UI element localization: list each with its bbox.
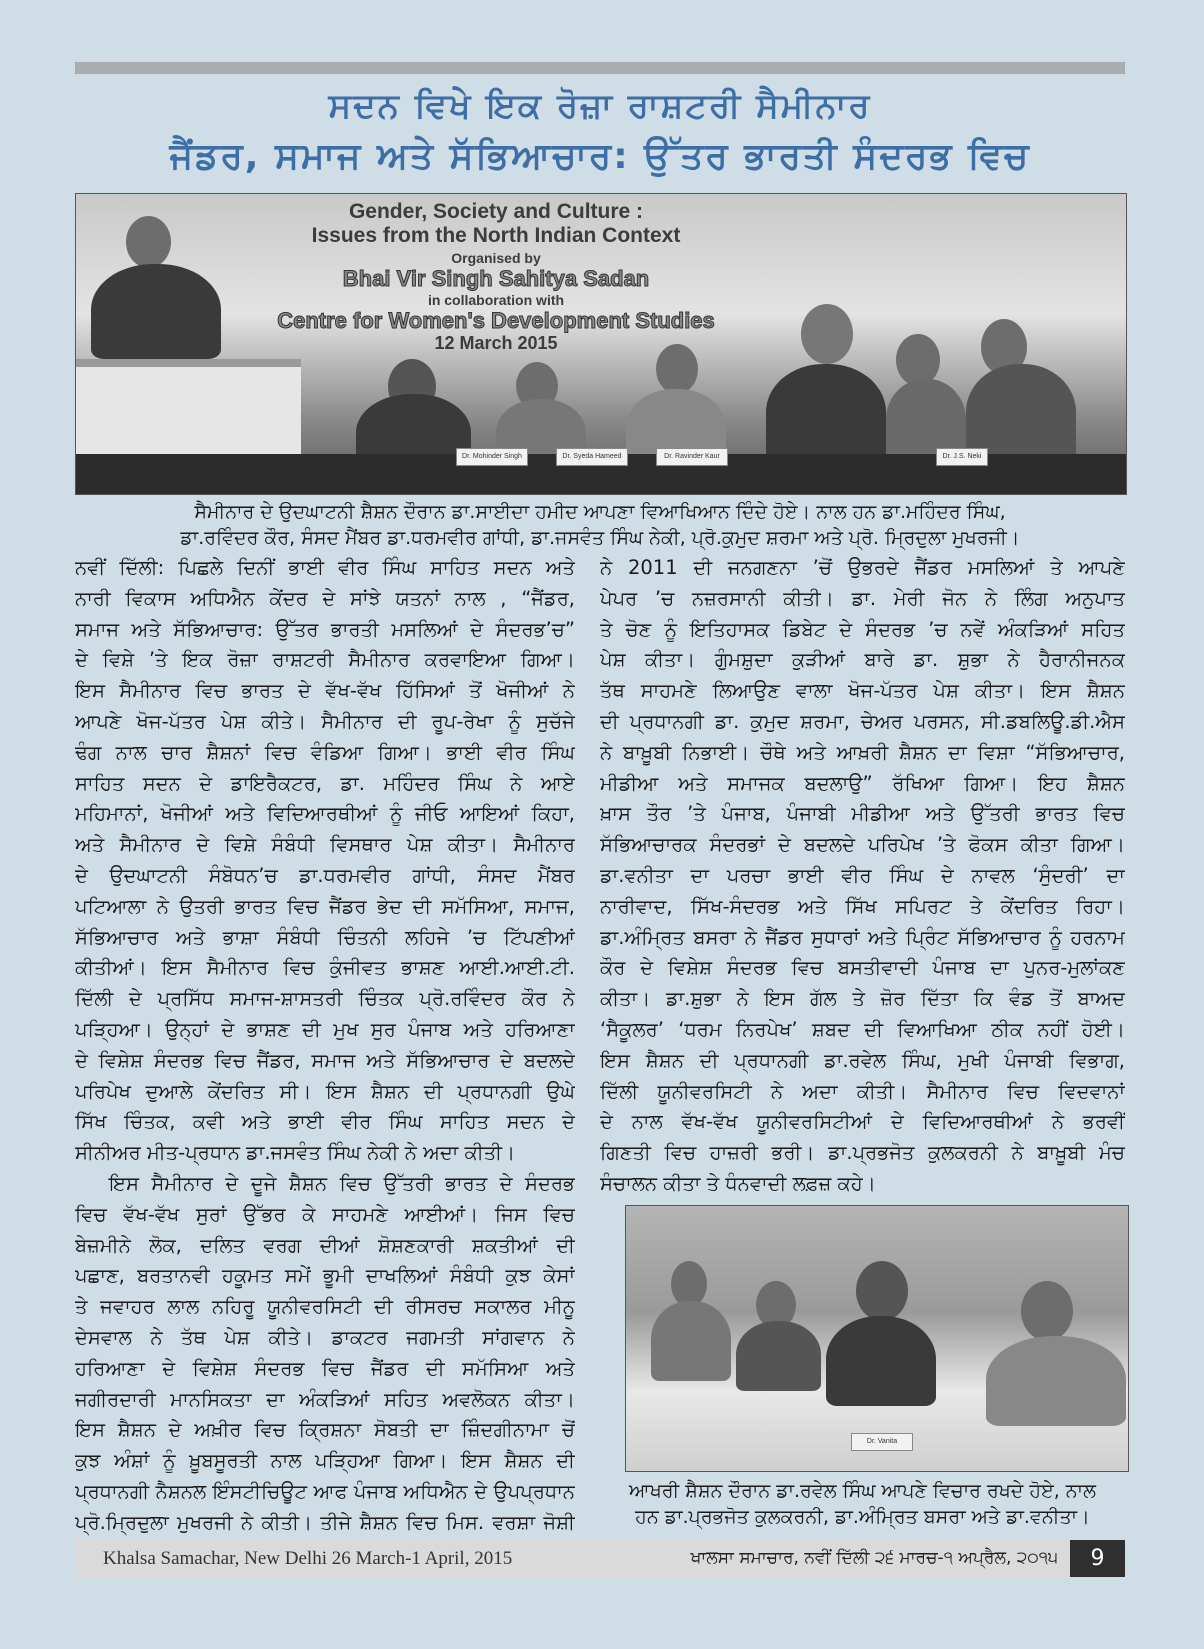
article-line: ਢੰਗ ਨਾਲ ਚਾਰ ਸ਼ੈਸ਼ਨਾਂ ਵਿਚ ਵੰਡਿਆ ਗਿਆ। ਭਾਈ ਵੀਰ ਸਿੰਘ (75, 740, 575, 764)
panelist-head (801, 304, 853, 364)
caption-line: ਸੈਮੀਨਾਰ ਦੇ ਉਦਘਾਟਨੀ ਸ਼ੈਸ਼ਨ ਦੌਰਾਨ ਡਾ.ਸਾਈਦਾ ਹਮੀਦ ਆਪਣਾ ਵਿਆਖਿਆਨ ਦਿੰਦੇ ਹੋਏ। ਨਾਲ ਹਨ ਡਾ.ਮਹਿੰਦਰ ਸਿੰਘ, (194, 501, 1006, 523)
article-line: ‘ਸੈਕੂਲਰ’ ‘ਧਰਮ ਨਿਰਪੇਖ’ ਸ਼ਬਦ ਦੀ ਵਿਆਖਿਆ ਠੀਕ ਨਹੀਂ ਹੋਈ। (600, 1017, 1125, 1041)
article-line: ਦੇ ਉਦਘਾਟਨੀ ਸੰਬੋਧਨ’ਚ ਡਾ.ਧਰਮਵੀਰ ਗਾਂਧੀ, ਸੰਸਦ ਮੈਂਬਰ (75, 863, 575, 887)
final-session-photo (625, 1205, 1129, 1472)
article-line: ਸੰਚਾਲਨ ਕੀਤਾ ਤੇ ਧੰਨਵਾਦੀ ਲਫ਼ਜ਼ ਕਹੇ। (600, 1171, 876, 1195)
article-line: ਪ੍ਰੋ.ਮ੍ਰਿਦੁਲਾ ਮੁਖਰਜੀ ਨੇ ਕੀਤੀ। ਤੀਜੇ ਸ਼ੈਸ਼ਨ ਵਿਚ ਮਿਸ. ਵਰਸ਼ਾ ਜੋਸ਼ੀ (75, 1510, 575, 1534)
article-line: ਨੇ ਬਾਖ਼ੂਬੀ ਨਿਭਾਈ। ਚੌਥੇ ਅਤੇ ਆਖ਼ਰੀ ਸ਼ੈਸ਼ਨ ਦਾ ਵਿਸ਼ਾ “ਸੱਭਿਆਚਾਰ, (600, 740, 1125, 764)
article-line: ਕੌਰ ਦੇ ਵਿਸ਼ੇਸ਼ ਸੰਦਰਭ ਵਿਚ ਬਸਤੀਵਾਦੀ ਪੰਜਾਬ ਦਾ ਪੁਨਰ-ਮੁਲਾਂਕਣ (600, 956, 1125, 980)
banner-date: 12 March 2015 (434, 333, 558, 354)
article-line: ਪੇਪਰ ’ਚ ਨਜ਼ਰਸਾਨੀ ਕੀਤੀ। ਡਾ. ਮੇਰੀ ਜੋਨ ਨੇ ਲਿੰਗ ਅਨੁਪਾਤ (600, 586, 1125, 610)
article-line: ਅਤੇ ਸੈਮੀਨਾਰ ਦੇ ਵਿਸ਼ੇ ਸੰਬੰਧੀ ਵਿਸਥਾਰ ਪੇਸ਼ ਕੀਤਾ। ਸੈਮੀਨਾਰ (75, 833, 575, 857)
article-right-column (600, 553, 1125, 1200)
article-line: ਕੀਤਾ। ਡਾ.ਸ਼ੁਭਾ ਨੇ ਇਸ ਗੱਲ ਤੇ ਜ਼ੋਰ ਦਿੱਤਾ ਕਿ ਵੰਡ ਤੋਂ ਬਾਅਦ (600, 987, 1125, 1011)
headline-line-1: ਸਦਨ ਵਿਖੇ ਇਕ ਰੋਜ਼ਾ ਰਾਸ਼ਟਰੀ ਸੈਮੀਨਾਰ (328, 86, 872, 126)
caption-line: ਆਖਰੀ ਸ਼ੈਸ਼ਨ ਦੌਰਾਨ ਡਾ.ਰਵੇਲ ਸਿੰਘ ਆਪਣੇ ਵਿਚਾਰ ਰਖਦੇ ਹੋਏ, ਨਾਲ (629, 1480, 1096, 1502)
article-line: ਕੁਝ ਅੰਸ਼ਾਂ ਨੂੰ ਖ਼ੂਬਸੂਰਤੀ ਨਾਲ ਪੜ੍ਹਿਆ ਗਿਆ। ਇਸ ਸ਼ੈਸ਼ਨ ਦੀ (75, 1449, 575, 1473)
caption-line: ਡਾ.ਰਵਿੰਦਰ ਕੌਰ, ਸੰਸਦ ਮੈਂਬਰ ਡਾ.ਧਰਮਵੀਰ ਗਾਂਧੀ, ਡਾ.ਜਸਵੰਤ ਸਿੰਘ ਨੇਕੀ, ਪ੍ਰੋ.ਕੁਮੁਦ ਸ਼ਰਮਾ ਅਤੇ ਪ੍ਰੋ. ਮ੍ਰਿਦੁਲਾ ਮੁਖਰਜੀ। (180, 527, 1020, 549)
article-line: ਪੇਸ਼ ਕੀਤਾ। ਗੁੰਮਸ਼ੁਦਾ ਕੁੜੀਆਂ ਬਾਰੇ ਡਾ. ਸ਼ੁਭਾ ਨੇ ਹੈਰਾਨੀਜਨਕ (600, 648, 1125, 672)
article-line: ਇਸ ਸੈਮੀਨਾਰ ਵਿਚ ਭਾਰਤ ਦੇ ਵੱਖ-ਵੱਖ ਹਿੱਸਿਆਂ ਤੋਂ ਖੋਜੀਆਂ ਨੇ (75, 679, 575, 703)
article-line: ਸੱਭਿਆਚਾਰ ਅਤੇ ਭਾਸ਼ਾ ਸੰਬੰਧੀ ਚਿੰਤਨੀ ਲਹਿਜੇ ’ਚ ਟਿੱਪਣੀਆਂ (75, 925, 575, 949)
speaker-figure (91, 264, 221, 359)
article-line: ਸਿੱਖ ਚਿੰਤਕ, ਕਵੀ ਅਤੇ ਭਾਈ ਵੀਰ ਸਿੰਘ ਸਾਹਿਤ ਸਦਨ ਦੇ (75, 1110, 575, 1134)
article-line: ਜਗੀਰਦਾਰੀ ਮਾਨਸਿਕਤਾ ਦਾ ਅੰਕੜਿਆਂ ਸਹਿਤ ਅਵਲੋਕਨ ਕੀਤਾ। (75, 1387, 575, 1411)
article-line: ਕੀਤੀਆਂ। ਇਸ ਸੈਮੀਨਾਰ ਵਿਚ ਕੁੰਜੀਵਤ ਭਾਸ਼ਣ ਆਈ.ਆਈ.ਟੀ. (75, 956, 575, 980)
page-footer (75, 1540, 1070, 1577)
article-line: ਦੇ ਵਿਸ਼ੇ ’ਤੇ ਇਕ ਰੋਜ਼ਾ ਰਾਸ਼ਟਰੀ ਸੈਮੀਨਾਰ ਕਰਵਾਇਆ ਗਿਆ। (75, 648, 575, 672)
article-line: ਦਿੱਲੀ ਦੇ ਪ੍ਰਸਿੱਧ ਸਮਾਜ-ਸ਼ਾਸਤਰੀ ਚਿੰਤਕ ਪ੍ਰੋ.ਰਵਿੰਦਰ ਕੌਰ ਨੇ (75, 987, 575, 1011)
article-line: ਆਪਣੇ ਖੋਜ-ਪੱਤਰ ਪੇਸ਼ ਕੀਤੇ। ਸੈਮੀਨਾਰ ਦੀ ਰੂਪ-ਰੇਖਾ ਨੂੰ ਸੁਚੱਜੇ (75, 709, 575, 733)
article-line: ਇਸ ਸ਼ੈਸ਼ਨ ਦੀ ਪ੍ਰਧਾਨਗੀ ਡਾ.ਰਵੇਲ ਸਿੰਘ, ਮੁਖੀ ਪੰਜਾਬੀ ਵਿਭਾਗ, (600, 1048, 1125, 1072)
banner-organiser: Bhai Vir Singh Sahitya Sadan (342, 266, 650, 292)
article-line: ਪ੍ਰਧਾਨਗੀ ਨੈਸ਼ਨਲ ਇੰਸਟੀਚਿਊਟ ਆਫ ਪੰਜਾਬ ਅਧਿਐਨ ਦੇ ਉਪਪ੍ਰਧਾਨ (75, 1479, 575, 1503)
panelist-figure (766, 364, 886, 464)
panelist-head (1021, 1281, 1073, 1341)
article-line: ਦੇ ਨਾਲ ਵੱਖ-ਵੱਖ ਯੂਨੀਵਰਸਿਟੀਆਂ ਦੇ ਵਿਦਿਆਰਥੀਆਂ ਨੇ ਭਰਵੀਂ (600, 1110, 1125, 1134)
article-line: ਦੇਸਵਾਲ ਨੇ ਤੱਥ ਪੇਸ਼ ਕੀਤੇ। ਡਾਕਟਰ ਜਗਮਤੀ ਸਾਂਗਵਾਨ ਨੇ (75, 1325, 575, 1349)
article-line: ਇਸ ਸੈਮੀਨਾਰ ਦੇ ਦੂਜੇ ਸ਼ੈਸ਼ਨ ਵਿਚ ਉੱਤਰੀ ਭਾਰਤ ਦੇ ਸੰਦਰਭ (109, 1171, 575, 1195)
speaker-head (126, 216, 171, 268)
top-rule (75, 62, 1125, 74)
article-line: ਤੇ ਜਵਾਹਰ ਲਾਲ ਨਹਿਰੂ ਯੂਨੀਵਰਸਿਟੀ ਦੀ ਰੀਸਰਚ ਸਕਾਲਰ ਮੀਨੂ (75, 1295, 575, 1319)
article-line: ਦੀ ਪ੍ਰਧਾਨਗੀ ਡਾ. ਕੁਮੁਦ ਸ਼ਰਮਾ, ਚੇਅਰ ਪਰਸਨ, ਸੀ.ਡਬਲਿਊ.ਡੀ.ਐਸ (600, 709, 1125, 733)
panelist-figure (986, 1336, 1126, 1426)
panelist-figure (826, 1316, 936, 1406)
article-line: ਇਸ ਸ਼ੈਸ਼ਨ ਦੇ ਅਖ਼ੀਰ ਵਿਚ ਕ੍ਰਿਸ਼ਨਾ ਸੋਬਤੀ ਦਾ ਜ਼ਿੰਦਗੀਨਾਮਾ ਚੋਂ (75, 1418, 575, 1442)
nameplate: Dr. Vanita (851, 1433, 913, 1451)
article-line: ਦਿੱਲੀ ਯੂਨੀਵਰਸਿਟੀ ਨੇ ਅਦਾ ਕੀਤੀ। ਸੈਮੀਨਾਰ ਵਿਚ ਵਿਦਵਾਨਾਂ (600, 1079, 1125, 1103)
article-line: ਪਰਿਪੇਖ ਦੁਆਲੇ ਕੇਂਦਰਿਤ ਸੀ। ਇਸ ਸ਼ੈਸ਼ਨ ਦੀ ਪ੍ਰਧਾਨਗੀ ਉਘੇ (75, 1079, 575, 1103)
article-line: ਨਵੀਂ ਦਿੱਲੀ: ਪਿਛਲੇ ਦਿਨੀਂ ਭਾਈ ਵੀਰ ਸਿੰਘ ਸਾਹਿਤ ਸਦਨ ਅਤੇ (75, 556, 575, 579)
banner-collaboration: in collaboration with (427, 291, 565, 308)
article-line: ਡਾ.ਅੰਮ੍ਰਿਤ ਬਸਰਾ ਨੇ ਜੈਂਡਰ ਸੁਧਾਰਾਂ ਅਤੇ ਪ੍ਰਿੰਟ ਸੱਭਿਆਚਾਰ ਨੂੰ ਹਰਨਾਮ (600, 925, 1125, 949)
article-line: ਮਹਿਮਾਨਾਂ, ਖੋਜੀਆਂ ਅਤੇ ਵਿਦਿਆਰਥੀਆਂ ਨੂੰ ਜੀਓ ਆਇਆਂ ਕਿਹਾ, (75, 802, 575, 826)
caption-line: ਹਨ ਡਾ.ਪ੍ਰਭਜੋਤ ਕੁਲਕਰਨੀ, ਡਾ.ਅੰਮ੍ਰਿਤ ਬਸਰਾ ਅਤੇ ਡਾ.ਵਨੀਤਾ। (635, 1506, 1090, 1528)
article-line: ਡਾ.ਵਨੀਤਾ ਦਾ ਪਰਚਾ ਭਾਈ ਵੀਰ ਸਿੰਘ ਦੇ ਨਾਵਲ ‘ਸੁੰਦਰੀ’ ਦਾ (600, 863, 1125, 887)
panelist-head (896, 334, 940, 386)
panelist-figure (651, 1301, 731, 1381)
article-line: ਮੀਡੀਆ ਅਤੇ ਸਮਾਜਕ ਬਦਲਾਉ” ਰੱਖਿਆ ਗਿਆ। ਇਹ ਸ਼ੈਸ਼ਨ (600, 771, 1125, 795)
article-line: ਖ਼ਾਸ ਤੌਰ ’ਤੇ ਪੰਜਾਬ, ਪੰਜਾਬੀ ਮੀਡੀਆ ਅਤੇ ਉੱਤਰੀ ਭਾਰਤ ਵਿਚ (600, 802, 1125, 826)
article-line: ਪਟਿਆਲਾ ਨੇ ਉਤਰੀ ਭਾਰਤ ਵਿਚ ਜੈਂਡਰ ਭੇਦ ਦੀ ਸਮੱਸਿਆ, ਸਮਾਜ, (75, 894, 575, 918)
footer-publication-punjabi: ਖਾਲਸਾ ਸਮਾਚਾਰ, ਨਵੀਂ ਦਿੱਲੀ ੨੬ ਮਾਰਚ-੧ ਅਪ੍ਰੈਲ, ੨੦੧੫ (690, 1548, 1058, 1568)
photo-caption-2 (600, 1478, 1125, 1530)
article-line: ਬੇਜ਼ਮੀਨੇ ਲੋਕ, ਦਲਿਤ ਵਰਗ ਦੀਆਂ ਸ਼ੋਸ਼ਣਕਾਰੀ ਸ਼ਕਤੀਆਂ ਦੀ (75, 1233, 575, 1257)
article-line: ਸਾਹਿਤ ਸਦਨ ਦੇ ਡਾਇਰੈਕਟਰ, ਡਾ. ਮਹਿੰਦਰ ਸਿੰਘ ਨੇ ਆਏ (75, 771, 575, 795)
nameplate: Dr. J.S. Neki (936, 448, 988, 466)
article-line: ਨਾਰੀਵਾਦ, ਸਿੱਖ-ਸੰਦਰਭ ਅਤੇ ਸਿੱਖ ਸਪਿਰਟ ਤੇ ਕੇਂਦਰਿਤ ਰਿਹਾ। (600, 894, 1125, 918)
seminar-banner (236, 200, 756, 354)
seminar-opening-photo (75, 193, 1127, 495)
article-line: ਸਮਾਜ ਅਤੇ ਸੱਭਿਆਚਾਰ: ਉੱਤਰ ਭਾਰਤੀ ਮਸਲਿਆਂ ਦੇ ਸੰਦਰਭ’ਚ” (75, 617, 575, 641)
photo-caption-1 (75, 499, 1125, 551)
banner-title: Gender, Society and Culture : (348, 200, 644, 223)
article-line: ਤੱਥ ਸਾਹਮਣੇ ਲਿਆਉਣ ਵਾਲਾ ਖੋਜ-ਪੱਤਰ ਪੇਸ਼ ਕੀਤਾ। ਇਸ ਸ਼ੈਸ਼ਨ (600, 679, 1125, 703)
article-line: ਹਰਿਆਣਾ ਦੇ ਵਿਸ਼ੇਸ਼ ਸੰਦਰਭ ਵਿਚ ਜੈਂਡਰ ਦੀ ਸਮੱਸਿਆ ਅਤੇ (75, 1356, 575, 1380)
nameplate: Dr. Syeda Hameed (556, 448, 628, 466)
panelist-figure (736, 1321, 821, 1391)
article-left-column (75, 553, 575, 1539)
article-line: ਵਿਚ ਵੱਖ-ਵੱਖ ਸੁਰਾਂ ਉੱਭਰ ਕੇ ਸਾਹਮਣੇ ਆਈਆਂ। ਜਿਸ ਵਿਚ (75, 1202, 575, 1226)
article-line: ਪੜ੍ਹਿਆ। ਉਨ੍ਹਾਂ ਦੇ ਭਾਸ਼ਣ ਦੀ ਮੁਖ ਸੁਰ ਪੰਜਾਬ ਅਤੇ ਹਰਿਆਣਾ (75, 1017, 575, 1041)
headline-line-2: ਜੈਂਡਰ, ਸਮਾਜ ਅਤੇ ਸੱਭਿਆਚਾਰ: ਉੱਤਰ ਭਾਰਤੀ ਸੰਦਰਭ ਵਿਚ (169, 136, 1031, 177)
article-line: ਤੇ ਚੋਣ ਨੂੰ ਇਤਿਹਾਸਕ ਡਿਬੇਟ ਦੇ ਸੰਦਰਭ ’ਚ ਨਵੇਂ ਅੰਕੜਿਆਂ ਸਹਿਤ (600, 617, 1125, 641)
footer-publication-english: Khalsa Samachar, New Delhi 26 March-1 April, 2015 (103, 1548, 513, 1569)
nameplate: Dr. Ravinder Kaur (656, 448, 728, 466)
article-line: ਪਛਾਣ, ਬਰਤਾਨਵੀ ਹਕੂਮਤ ਸਮੇਂ ਭੂਮੀ ਦਾਖਲਿਆਂ ਸੰਬੰਧੀ ਕੁਝ ਕੇਸਾਂ (75, 1264, 575, 1288)
banner-partner: Centre for Women's Development Studies (277, 307, 715, 333)
banner-subtitle: Issues from the North Indian Context (311, 224, 681, 248)
panelist-head (856, 1261, 908, 1321)
article-line: ਨੇ 2011 ਦੀ ਜਨਗਣਨਾ ’ਚੋਂ ਉਭਰਦੇ ਜੈਂਡਰ ਮਸਲਿਆਂ ਤੇ ਆਪਣੇ (600, 556, 1125, 579)
banner-organised-by: Organised by (451, 250, 541, 267)
article-line: ਸੀਨੀਅਰ ਮੀਤ-ਪ੍ਰਧਾਨ ਡਾ.ਜਸਵੰਤ ਸਿੰਘ ਨੇਕੀ ਨੇ ਅਦਾ ਕੀਤੀ। (75, 1141, 516, 1165)
article-line: ਦੇ ਵਿਸ਼ੇਸ਼ ਸੰਦਰਭ ਵਿਚ ਜੈਂਡਰ, ਸਮਾਜ ਅਤੇ ਸੱਭਿਆਚਾਰ ਦੇ ਬਦਲਦੇ (75, 1048, 575, 1072)
article-line: ਨਾਰੀ ਵਿਕਾਸ ਅਧਿਐਨ ਕੇਂਦਰ ਦੇ ਸਾਂਝੇ ਯਤਨਾਂ ਨਾਲ , “ਜੈਂਡਰ, (75, 586, 575, 610)
page-number: 9 (1070, 1540, 1125, 1577)
article-line: ਸੱਭਿਆਚਾਰਕ ਸੰਦਰਭਾਂ ਦੇ ਬਦਲਦੇ ਪਰਿਪੇਖ ’ਤੇ ਫੋਕਸ ਕੀਤਾ ਗਿਆ। (600, 833, 1125, 857)
nameplate: Dr. Mohinder Singh (456, 448, 528, 466)
article-line: ਗਿਣਤੀ ਵਿਚ ਹਾਜ਼ਰੀ ਭਰੀ। ਡਾ.ਪ੍ਰਭਜੋਤ ਕੁਲਕਰਨੀ ਨੇ ਬਾਖ਼ੂਬੀ ਮੰਚ (600, 1141, 1125, 1165)
